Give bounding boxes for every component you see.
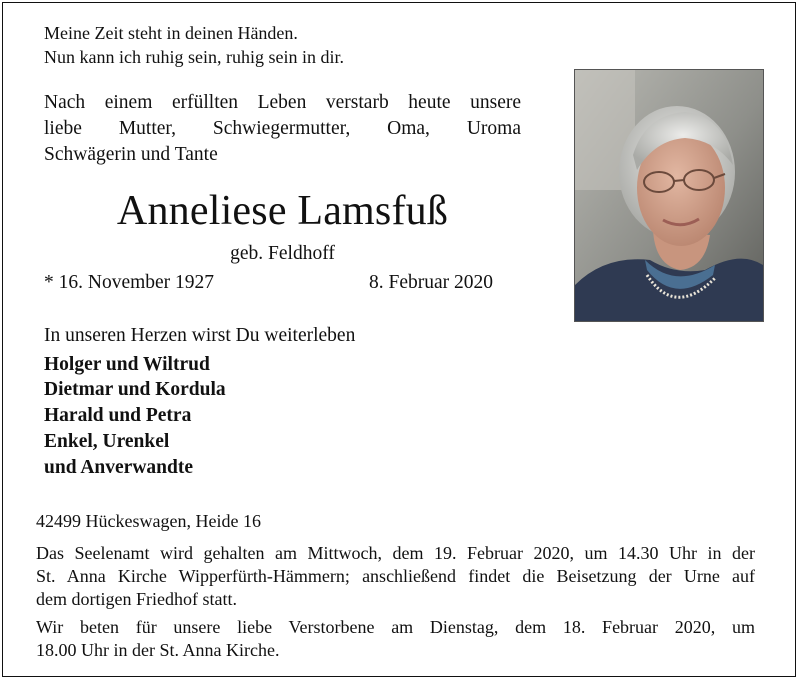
address: 42499 Hückeswagen, Heide 16 [36, 511, 261, 531]
intro-line-3: Schwägerin und Tante [44, 144, 218, 165]
prayer-line-1: Wir beten für unsere liebe Verstorbene am Dienstag, dem 18. Februar 2020, um [36, 617, 755, 637]
service-line-2: St. Anna Kirche Wipperfürth-Hämmern; anschließend findet die Beisetzung der Urne auf [36, 566, 755, 586]
intro-line-2: liebe Mutter, Schwiegermutter, Oma, Uroma [44, 118, 521, 139]
deceased-name: Anneliese Lamsfuß [116, 188, 449, 234]
mourner-name: und Anverwandte [44, 457, 193, 478]
mourner-name: Dietmar und Kordula [44, 379, 226, 400]
mourner-name: Harald und Petra [44, 405, 192, 426]
motto-line-2: Nun kann ich ruhig sein, ruhig sein in dir. [44, 47, 344, 67]
death-date: 8. Februar 2020 [369, 272, 494, 293]
birth-date: * 16. November 1927 [44, 272, 215, 293]
prayer-line-2: 18.00 Uhr in der St. Anna Kirche. [36, 640, 280, 660]
mourner-name: Holger und Wiltrud [44, 354, 210, 375]
service-line-1: Das Seelenamt wird gehalten am Mittwoch, dem 19. Februar 2020, um 14.30 Uhr in der [36, 543, 755, 563]
mourner-name: Enkel, Urenkel [44, 431, 170, 452]
intro-line-1: Nach einem erfüllten Leben verstarb heute unsere [44, 92, 521, 113]
portrait-photo-icon [575, 70, 763, 321]
maiden-name: geb. Feldhoff [230, 243, 335, 264]
obituary-notice [2, 2, 796, 677]
service-line-3: dem dortigen Friedhof statt. [36, 589, 237, 609]
motto-line-1: Meine Zeit steht in deinen Händen. [44, 23, 298, 43]
mourners-intro: In unseren Herzen wirst Du weiterleben [44, 325, 356, 346]
portrait-photo [574, 69, 764, 322]
